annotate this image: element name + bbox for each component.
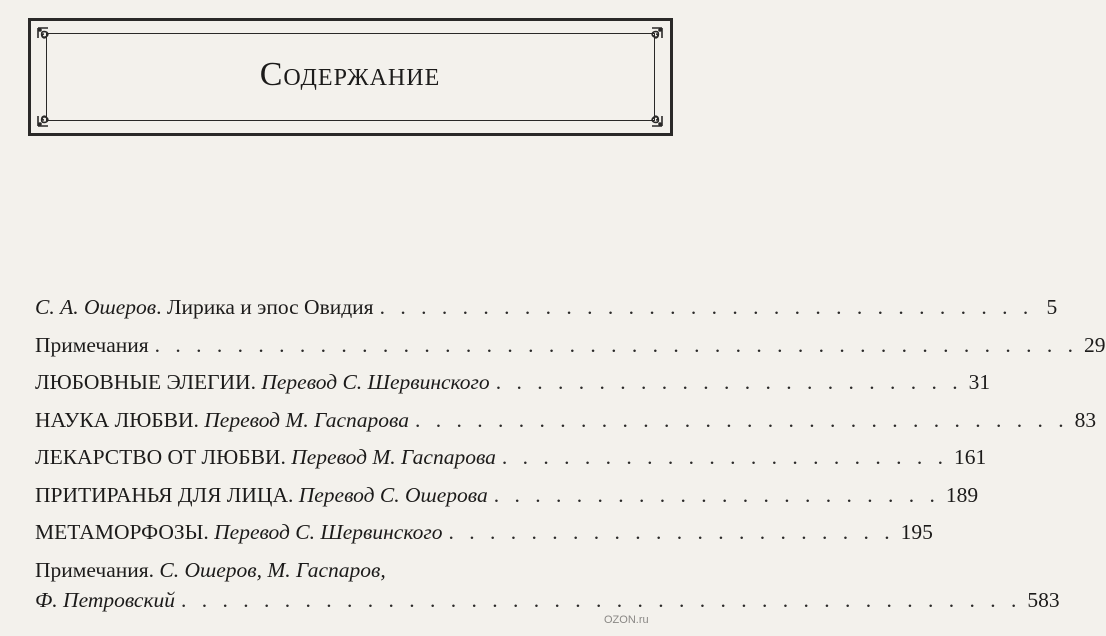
toc-entry[interactable] <box>35 442 987 472</box>
leader-dots: . . . . . . . . . . . . . . . . . . . . . . . <box>495 370 963 394</box>
corner-ornament-icon <box>638 26 664 52</box>
leader-dots: . . . . . . . . . . . . . . . . . . . . . . <box>448 520 895 544</box>
toc-page-number: 189 <box>945 482 979 507</box>
table-of-contents <box>35 292 1106 615</box>
toc-translator: Перевод С. Шервинского <box>261 370 490 394</box>
toc-translator: Перевод С. Ошерова <box>298 482 488 507</box>
toc-translator: Перевод М. Гаспарова <box>204 407 409 432</box>
toc-entry[interactable] <box>35 480 979 510</box>
leader-dots: . . . . . . . . . . . . . . . . . . . . . . . . . . . . . . . . . . . . . . . . . <box>181 587 1022 612</box>
toc-entry[interactable] <box>35 292 1058 322</box>
leader-dots: . . . . . . . . . . . . . . . . . . . . . . . . . . . . . . . . <box>415 407 1069 432</box>
leader-dots: . . . . . . . . . . . . . . . . . . . . . . . . . . . . . . . . . . . . . . . . . . . . . <box>154 332 1079 357</box>
toc-entry[interactable] <box>35 367 991 397</box>
toc-entry-multiline[interactable] <box>35 555 1060 615</box>
toc-entry[interactable] <box>35 517 933 547</box>
toc-entry[interactable] <box>35 330 1106 360</box>
watermark: OZON.ru <box>604 614 649 626</box>
corner-ornament-icon <box>638 102 664 128</box>
toc-title: ПРИТИРАНЬЯ ДЛЯ ЛИЦА. <box>35 482 299 507</box>
toc-title: . Лирика и эпос Овидия <box>156 295 374 319</box>
leader-dots: . . . . . . . . . . . . . . . . . . . . . . <box>493 482 940 507</box>
leader-dots: . . . . . . . . . . . . . . . . . . . . . . <box>501 445 949 469</box>
corner-ornament-icon <box>36 26 62 52</box>
toc-page-number: 195 <box>900 520 933 544</box>
toc-page-number: 5 <box>1046 295 1058 319</box>
toc-authors: Ф. Петровский <box>35 587 176 612</box>
toc-translator: Перевод С. Шервинского <box>214 520 443 544</box>
page-title: Содержание <box>259 56 441 93</box>
toc-title: Примечания <box>35 332 149 357</box>
toc-author: С. А. Ошеров <box>35 295 157 319</box>
toc-translator: Перевод М. Гаспарова <box>291 445 496 469</box>
toc-page-number: 161 <box>954 445 987 469</box>
corner-ornament-icon <box>36 102 62 128</box>
toc-title: ЛЕКАРСТВО ОТ ЛЮБВИ. <box>35 445 292 469</box>
toc-title: Примечания. <box>35 557 160 582</box>
toc-page-number: 29 <box>1084 332 1106 357</box>
toc-page-number: 83 <box>1074 407 1097 432</box>
toc-page-number: 31 <box>968 370 991 394</box>
toc-title: МЕТАМОРФОЗЫ. <box>35 520 215 544</box>
toc-entry[interactable] <box>35 405 1097 435</box>
toc-authors: С. Ошеров, М. Гаспаров, <box>159 557 386 582</box>
toc-title: ЛЮБОВНЫЕ ЭЛЕГИИ. <box>35 370 262 394</box>
toc-page-number: 583 <box>1027 587 1060 612</box>
leader-dots: . . . . . . . . . . . . . . . . . . . . . . . . . . . . . . . . <box>379 295 1034 319</box>
toc-title: НАУКА ЛЮБВИ. <box>35 407 205 432</box>
